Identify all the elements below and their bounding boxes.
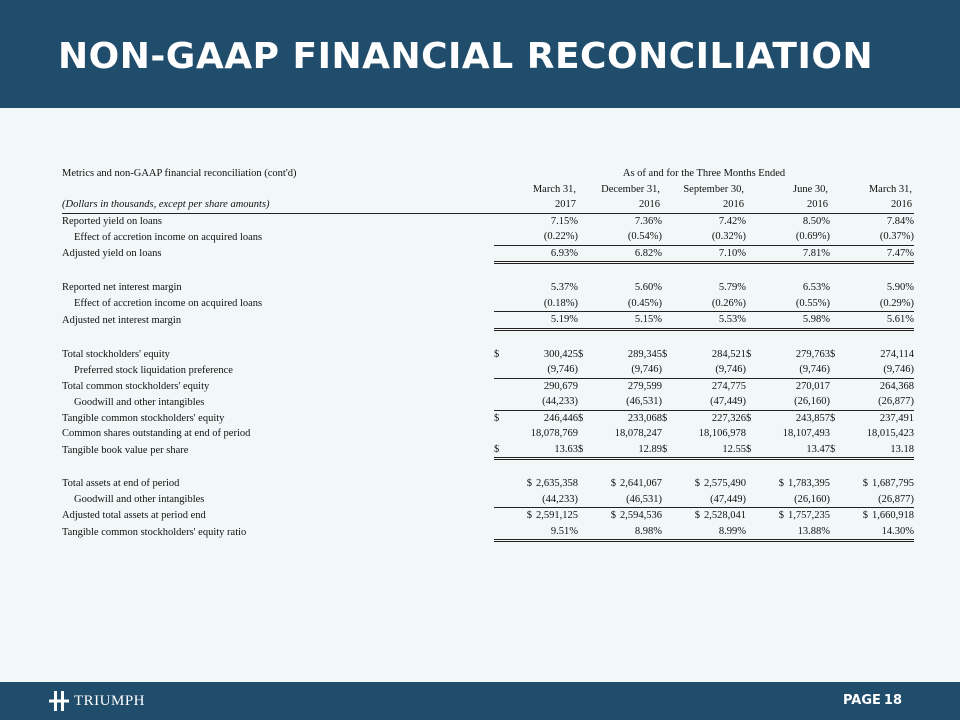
cell-value: 1,757,235 <box>788 510 830 522</box>
table-cell: 5.19% <box>494 312 578 330</box>
table-row <box>62 524 914 541</box>
table-cell: 8.99% <box>662 524 746 541</box>
row-label: Effect of accretion income on acquired loans <box>74 231 263 243</box>
row-label: Total assets at end of period <box>62 478 180 490</box>
currency-symbol: $ <box>578 443 584 455</box>
table-cell: 5.53% <box>662 312 746 330</box>
currency-symbol: $ <box>862 478 868 490</box>
row-label: Total stockholders' equity <box>62 348 170 360</box>
currency-symbol: $ <box>862 510 868 522</box>
currency-symbol: $ <box>778 478 784 490</box>
currency-amount <box>494 413 578 424</box>
table-cell <box>746 508 830 524</box>
table-cell: 5.79% <box>718 282 746 294</box>
cell-value: 243,857 <box>795 412 830 424</box>
table-row <box>62 362 914 378</box>
table-row <box>62 378 914 394</box>
currency-symbol: $ <box>694 510 700 522</box>
table-caption: Metrics and non-GAAP financial reconciliation (cont'd) <box>62 168 297 180</box>
table-cell: 274,775 <box>711 380 746 392</box>
currency-symbol: $ <box>610 510 616 522</box>
table-cell: 7.15% <box>550 215 578 227</box>
table-cell: (26,877) <box>830 492 914 508</box>
currency-amount <box>830 444 914 455</box>
table-cell: (47,449) <box>662 492 746 508</box>
cell-value: 13.47 <box>806 443 830 455</box>
table-cell: (46,531) <box>578 492 662 508</box>
row-label: Adjusted total assets at period end <box>62 510 206 521</box>
cell-value: 1,660,918 <box>872 510 914 522</box>
table-row <box>62 394 914 410</box>
table-row <box>62 347 914 363</box>
cell-value: 274,114 <box>880 348 914 360</box>
row-label: Total common stockholders' equity <box>62 380 210 392</box>
currency-symbol: $ <box>578 412 584 424</box>
row-spacer <box>62 263 914 281</box>
table-cell <box>494 476 578 492</box>
row-label: Effect of accretion income on acquired loans <box>74 298 263 309</box>
row-label: Tangible common stockholders' equity ratio <box>62 526 247 538</box>
table-cell <box>494 442 578 459</box>
table-cell: 7.84% <box>886 215 914 227</box>
currency-amount <box>494 478 578 489</box>
table-cell: 7.42% <box>718 215 746 227</box>
currency-symbol: $ <box>494 348 500 360</box>
table-cell <box>578 442 662 459</box>
currency-amount <box>494 444 578 455</box>
table-cell: (0.54%) <box>578 229 662 245</box>
row-label: Tangible book value per share <box>62 444 189 456</box>
table-cell <box>578 508 662 524</box>
currency-amount <box>662 510 746 521</box>
row-label: Adjusted yield on loans <box>62 248 162 260</box>
table-cell: 270,017 <box>795 380 830 392</box>
table-cell: 18,078,247 <box>614 428 662 440</box>
currency-amount <box>662 349 746 360</box>
column-header-row-2 <box>62 197 914 213</box>
cell-value: 2,641,067 <box>620 478 662 490</box>
table-cell <box>494 508 578 524</box>
table-cell: (26,160) <box>746 394 830 410</box>
currency-amount <box>746 510 830 521</box>
currency-amount <box>830 413 914 424</box>
table-cell: 18,107,493 <box>782 428 830 440</box>
page-number <box>840 693 902 708</box>
row-label: Reported net interest margin <box>62 282 182 294</box>
table-cell: 7.10% <box>662 245 746 263</box>
currency-symbol: $ <box>662 412 668 424</box>
page-label: PAGE <box>842 693 881 708</box>
cell-value: 13.63 <box>554 443 578 455</box>
table-cell: (0.26%) <box>662 296 746 312</box>
row-label: Tangible common stockholders' equity <box>62 412 225 424</box>
table-cell <box>662 476 746 492</box>
table-cell <box>494 410 578 426</box>
table-cell: (9,746) <box>830 362 914 378</box>
table-row <box>62 476 914 492</box>
col-header-4: June 30, <box>793 183 828 195</box>
currency-amount <box>578 349 662 360</box>
cell-value: 227,326 <box>711 412 746 424</box>
table-cell: (0.55%) <box>746 296 830 312</box>
row-label: Common shares outstanding at end of period <box>62 428 251 440</box>
cell-value: 284,521 <box>711 348 746 360</box>
page-title: NON-GAAP FINANCIAL RECONCILIATION <box>58 36 874 77</box>
table-row <box>62 229 914 245</box>
table-cell: 264,368 <box>879 380 914 392</box>
row-label: Goodwill and other intangibles <box>74 494 205 505</box>
currency-symbol: $ <box>830 443 836 455</box>
table-cell: (0.37%) <box>830 229 914 245</box>
table-cell: (9,746) <box>746 362 830 378</box>
currency-symbol: $ <box>746 443 752 455</box>
table-cell: (0.45%) <box>578 296 662 312</box>
table-cell: 5.60% <box>634 282 662 294</box>
currency-symbol: $ <box>494 443 500 455</box>
table-cell <box>746 476 830 492</box>
col-year-2: 2016 <box>578 197 662 213</box>
cell-value: 13.18 <box>890 443 914 455</box>
triumph-logo-icon <box>48 690 70 712</box>
currency-symbol: $ <box>662 443 668 455</box>
table-cell: (0.69%) <box>746 229 830 245</box>
table-cell <box>494 347 578 363</box>
cell-value: 2,635,358 <box>536 478 578 490</box>
units-note: (Dollars in thousands, except per share amounts) <box>62 197 494 213</box>
table-row <box>62 312 914 330</box>
cell-value: 233,068 <box>627 412 662 424</box>
table-row <box>62 426 914 442</box>
cell-value: 2,591,125 <box>536 510 578 522</box>
table-cell <box>662 347 746 363</box>
table-cell <box>662 410 746 426</box>
currency-amount <box>578 478 662 489</box>
cell-value: 2,594,536 <box>620 510 662 522</box>
column-header-row-1 <box>62 182 914 198</box>
row-label: Preferred stock liquidation preference <box>74 364 233 376</box>
currency-symbol: $ <box>578 348 584 360</box>
row-spacer <box>62 459 914 477</box>
currency-amount <box>830 478 914 489</box>
table-cell <box>578 347 662 363</box>
col-year-4: 2016 <box>746 197 830 213</box>
table-cell <box>578 410 662 426</box>
table-cell: 5.37% <box>550 282 578 294</box>
table-cell: 5.90% <box>886 282 914 294</box>
col-year-5: 2016 <box>830 197 914 213</box>
table-cell: (0.32%) <box>662 229 746 245</box>
currency-amount <box>830 510 914 521</box>
currency-symbol: $ <box>494 412 500 424</box>
table-cell: 5.15% <box>578 312 662 330</box>
currency-amount <box>578 510 662 521</box>
cell-value: 246,446 <box>543 412 578 424</box>
col-header-1: March 31, <box>532 183 576 195</box>
currency-symbol: $ <box>610 478 616 490</box>
table-cell: 8.50% <box>802 215 830 227</box>
currency-symbol: $ <box>746 348 752 360</box>
table-cell <box>662 442 746 459</box>
table-cell: 7.81% <box>746 245 830 263</box>
currency-amount <box>746 413 830 424</box>
table-cell <box>746 442 830 459</box>
currency-symbol: $ <box>830 348 836 360</box>
row-label: Goodwill and other intangibles <box>74 396 205 408</box>
table-cell: 8.98% <box>578 524 662 541</box>
currency-amount <box>494 349 578 360</box>
col-header-2: December 31, <box>601 183 660 195</box>
table-cell: 6.93% <box>494 245 578 263</box>
table-row <box>62 280 914 296</box>
table-cell: 18,106,978 <box>698 428 746 440</box>
logo-text: TRIUMPH <box>74 692 146 709</box>
currency-amount <box>494 510 578 521</box>
col-header-3: September 30, <box>683 183 744 195</box>
table-cell <box>746 347 830 363</box>
col-header-5: March 31, <box>868 183 912 195</box>
col-year-3: 2016 <box>662 197 746 213</box>
table-cell: (26,877) <box>830 394 914 410</box>
footer-bar <box>0 682 960 720</box>
currency-amount <box>662 478 746 489</box>
table-cell <box>830 410 914 426</box>
currency-amount <box>578 444 662 455</box>
currency-symbol: $ <box>830 412 836 424</box>
cell-value: 12.55 <box>722 443 746 455</box>
row-spacer <box>62 329 914 347</box>
triumph-logo <box>48 690 145 712</box>
currency-symbol: $ <box>746 412 752 424</box>
table-cell <box>830 442 914 459</box>
cell-value: 300,425 <box>543 348 578 360</box>
table-cell: 6.53% <box>802 282 830 294</box>
currency-amount <box>746 349 830 360</box>
col-year-1: 2017 <box>494 197 578 213</box>
table-cell: 279,599 <box>627 380 662 392</box>
table-cell: (0.22%) <box>494 229 578 245</box>
currency-amount <box>578 413 662 424</box>
currency-symbol: $ <box>526 478 532 490</box>
table-cell <box>830 347 914 363</box>
reconciliation-table <box>62 166 914 542</box>
period-group-header: As of and for the Three Months Ended <box>622 168 786 180</box>
table-cell: 18,078,769 <box>530 428 578 440</box>
table-cell: 290,679 <box>543 380 578 392</box>
header-bar <box>0 0 960 108</box>
table-cell: (0.18%) <box>494 296 578 312</box>
currency-symbol: $ <box>526 510 532 522</box>
table-cell: (47,449) <box>662 394 746 410</box>
table-cell <box>746 410 830 426</box>
table-cell: (44,233) <box>494 492 578 508</box>
table-cell: 18,015,423 <box>866 428 914 440</box>
table-cell: 5.61% <box>830 312 914 330</box>
table-cell: 5.98% <box>746 312 830 330</box>
cell-value: 12.89 <box>638 443 662 455</box>
table-cell: (9,746) <box>494 362 578 378</box>
table-cell <box>578 476 662 492</box>
cell-value: 2,528,041 <box>704 510 746 522</box>
currency-symbol: $ <box>694 478 700 490</box>
caption-row <box>62 166 914 182</box>
table-row <box>62 213 914 229</box>
table-cell: 14.30% <box>830 524 914 541</box>
table-row <box>62 410 914 426</box>
cell-value: 2,575,490 <box>704 478 746 490</box>
table-row <box>62 442 914 459</box>
currency-amount <box>746 478 830 489</box>
table-cell: 7.36% <box>634 215 662 227</box>
cell-value: 1,783,395 <box>788 478 830 490</box>
table-cell: 6.82% <box>578 245 662 263</box>
table-cell: (46,531) <box>578 394 662 410</box>
cell-value: 279,763 <box>795 348 830 360</box>
currency-amount <box>830 349 914 360</box>
table-cell: (0.29%) <box>830 296 914 312</box>
table-cell <box>830 476 914 492</box>
currency-amount <box>662 444 746 455</box>
cell-value: 237,491 <box>879 412 914 424</box>
currency-symbol: $ <box>662 348 668 360</box>
table-row <box>62 508 914 524</box>
table-cell: (9,746) <box>662 362 746 378</box>
table-cell: (9,746) <box>578 362 662 378</box>
table-cell <box>662 508 746 524</box>
cell-value: 1,687,795 <box>872 478 914 490</box>
table-row <box>62 296 914 312</box>
currency-amount <box>662 413 746 424</box>
table-cell <box>830 508 914 524</box>
cell-value: 289,345 <box>627 348 662 360</box>
table-cell: (26,160) <box>746 492 830 508</box>
currency-symbol: $ <box>778 510 784 522</box>
currency-amount <box>746 444 830 455</box>
table-cell: 13.88% <box>746 524 830 541</box>
table-row <box>62 492 914 508</box>
table-row <box>62 245 914 263</box>
row-label: Adjusted net interest margin <box>62 314 182 326</box>
page-number-value: 18 <box>883 693 902 708</box>
table-cell: 9.51% <box>494 524 578 541</box>
row-label: Reported yield on loans <box>62 215 163 227</box>
table-cell: 7.47% <box>830 245 914 263</box>
table-cell: (44,233) <box>494 394 578 410</box>
